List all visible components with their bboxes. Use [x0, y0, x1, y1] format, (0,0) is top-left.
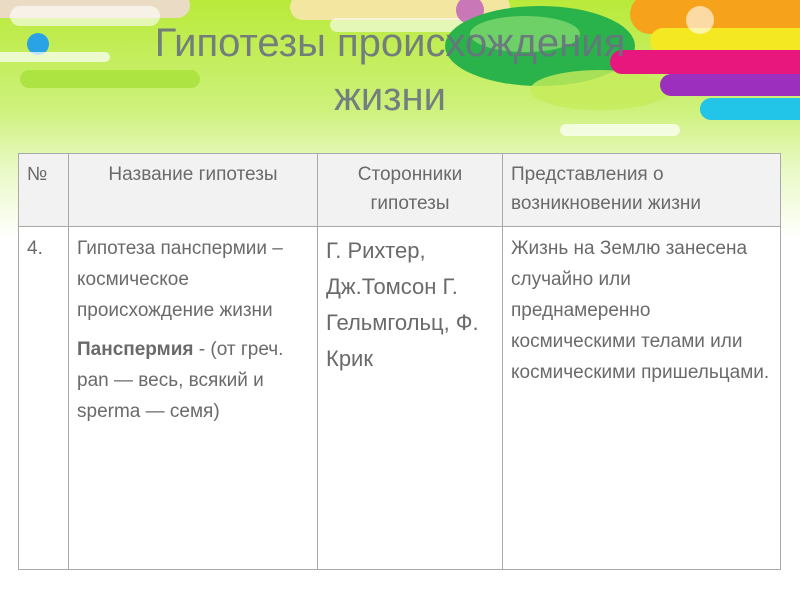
cell-ideas: Жизнь на Землю занесена случайно или преднамеренно космическими телами или космическими пришельцами.: [503, 227, 781, 570]
definition-term: Панспермия: [77, 339, 194, 360]
slide-title: [40, 16, 740, 124]
header-ideas: Представления о возникновении жизни: [503, 154, 781, 227]
hypotheses-table-wrapper: [18, 153, 780, 570]
hypothesis-name-text: Гипотеза панспермии – космическое происхождение жизни: [77, 238, 283, 321]
header-supporters: Сторонники гипотезы: [318, 154, 503, 227]
cell-supporters: Г. Рихтер, Дж.Томсон Г. Гельмгольц, Ф. Крик: [318, 227, 503, 570]
header-number: №: [19, 154, 69, 227]
slide-title-line-1: Гипотезы происхождения: [154, 21, 626, 65]
table-header-row: [19, 154, 781, 227]
hypothesis-definition: [77, 334, 309, 427]
definition-text: - (от греч. pan — весь, всякий и sperma — семя): [77, 339, 284, 422]
table-row: [19, 227, 781, 570]
slide-title-line-2: жизни: [334, 75, 446, 119]
hypotheses-table: [18, 153, 781, 570]
cell-hypothesis-name: [69, 227, 318, 570]
cell-number: 4.: [19, 227, 69, 570]
header-hypothesis-name: Название гипотезы: [69, 154, 318, 227]
